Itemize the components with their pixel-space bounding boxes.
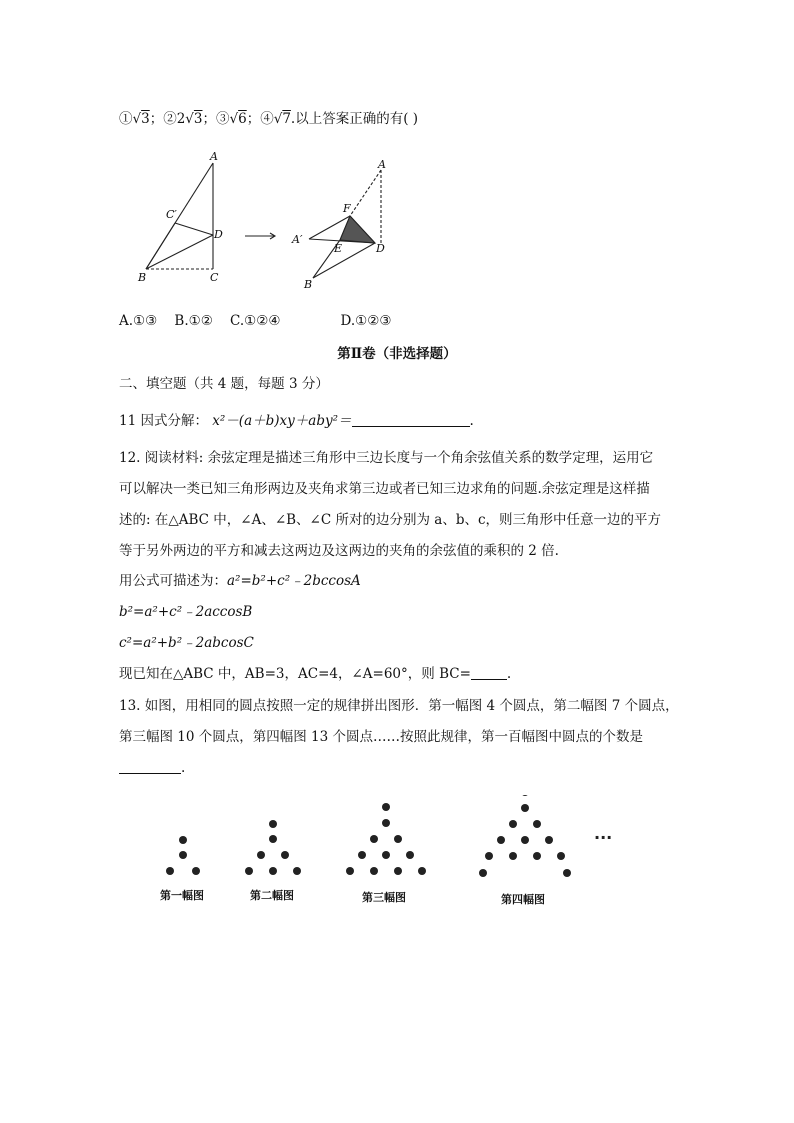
radicand-1: 3 [141, 111, 150, 127]
caption-fig-4: 第四幅图 [501, 893, 545, 906]
caption-fig-3: 第三幅图 [362, 891, 406, 904]
q10-choices: A.①③ B.①② C.①②④ D.①②③ [119, 313, 392, 329]
sqrt-sign: √ [273, 111, 283, 127]
q10-question-tail: .以上答案正确的有( ) [290, 111, 419, 127]
formula-a: a²=b²+c²﹣2bccosA [227, 573, 361, 589]
part2-heading: 二、填空题（共 4 题，每题 3 分） [119, 376, 329, 392]
label-A-prime: A′ [292, 233, 303, 246]
ellipsis: ··· [594, 828, 613, 847]
option-1-label: ① [119, 111, 133, 127]
q12-line-1: 12. 阅读材料: 余弦定理是描述三角形中三边长度与一个角余弦值关系的数学定理，运用它 [119, 450, 654, 466]
q13-line-2: 第三幅图 10 个圆点，第四幅图 13 个圆点……按照此规律，第一百幅图中圆点的个数是 [119, 729, 644, 745]
sqrt-sign: √ [185, 111, 194, 127]
q10-options [119, 109, 418, 129]
q13-line-3 [119, 758, 185, 778]
caption-fig-2: 第二幅图 [250, 889, 294, 902]
label-E: E [334, 242, 343, 255]
q12-line-3: 述的: 在△ABC 中，∠A、∠B、∠C 所对的边分别为 a、b、c，则三角形中任意一边的平方 [119, 512, 662, 528]
radicand-2: 3 [193, 111, 203, 127]
label-F: F [343, 202, 351, 215]
option-3-label: ；③ [202, 111, 230, 127]
q12-question [119, 664, 511, 684]
q12-line-4: 等于另外两边的平方和减去这两边及这两边的夹角的余弦值的乘积的 2 倍. [119, 543, 559, 559]
section-title: 第Ⅱ卷（非选择题） [337, 346, 457, 362]
q11 [119, 411, 474, 431]
label-C: C [210, 271, 219, 284]
label-C-prime: C′ [166, 208, 177, 221]
q13-dot-figures [150, 795, 620, 890]
label-A2: A [378, 158, 386, 171]
radicand-3: 6 [238, 111, 247, 127]
q13-line-end: . [181, 760, 186, 776]
sqrt-sign: √ [132, 111, 142, 127]
q10-figure [135, 148, 435, 293]
q13-answer-blank [119, 759, 181, 774]
q12-formula-2: b²=a²+c²﹣2accosB [119, 604, 253, 620]
q11-expression: x²－(a＋b)xy＋aby²＝ [212, 413, 352, 429]
label-B: B [138, 271, 147, 284]
option-2-label: ；②2 [149, 111, 186, 127]
q13-line-1: 13. 如图，用相同的圆点按照一定的规律拼出图形．第一幅图 4 个圆点，第二幅图 7 个圆点， [119, 698, 679, 714]
q12-answer-blank [471, 665, 507, 680]
label-D: D [214, 228, 223, 241]
q12-question-text: 现已知在△ABC 中，AB=3，AC=4，∠A=60°，则 BC= [119, 666, 471, 682]
radicand-4: 7 [282, 111, 291, 127]
formula-intro: 用公式可描述为： [119, 573, 227, 589]
label-A: A [210, 150, 218, 163]
q11-prefix: 11 因式分解： [119, 413, 208, 429]
q12-line-2: 可以解决一类已知三角形两边及夹角求第三边或者已知三边求角的问题.余弦定理是这样描 [119, 481, 650, 497]
caption-fig-1: 第一幅图 [160, 889, 204, 902]
label-B2: B [304, 278, 313, 291]
q12-formula-1 [119, 571, 361, 591]
sqrt-sign: √ [229, 111, 239, 127]
option-4-label: ；④ [246, 111, 274, 127]
q11-suffix: . [469, 413, 474, 429]
label-D2: D [376, 242, 385, 255]
q12-question-end: . [506, 666, 512, 682]
q11-answer-blank [352, 412, 470, 427]
q12-formula-3: c²=a²+b²﹣2abcosC [119, 635, 254, 651]
